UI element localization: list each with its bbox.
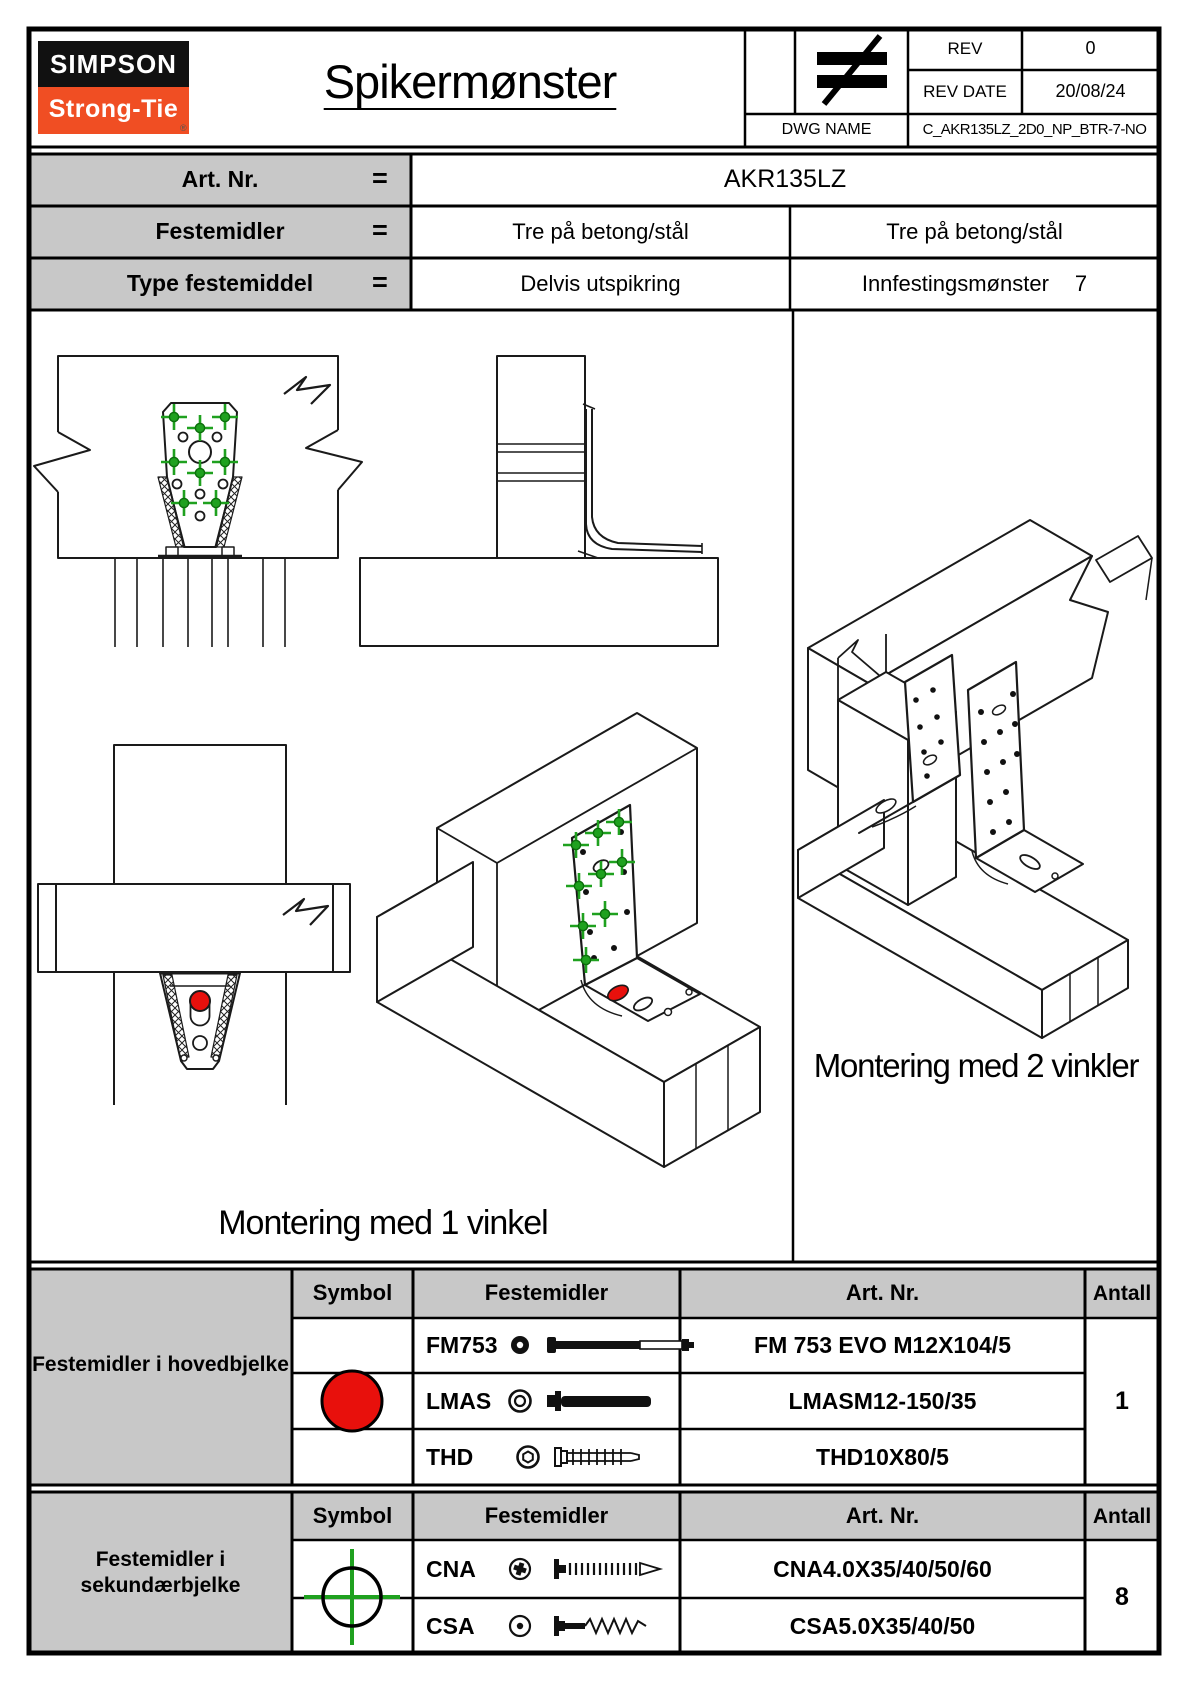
equals-sign: = — [372, 267, 388, 297]
logo-strongtie: Strong-Tie — [48, 95, 179, 123]
thd-head-icon — [518, 1447, 539, 1468]
cna-head-icon — [510, 1559, 530, 1579]
art-nr-cell: FM 753 EVO M12X104/5 — [754, 1332, 1011, 1358]
festemidler-value-left: Tre på betong/stål — [512, 219, 689, 244]
equals-sign: = — [372, 163, 388, 193]
registered-mark: ® — [180, 123, 187, 133]
symbol-red-dot — [322, 1371, 382, 1431]
header-antall: Antall — [1092, 1282, 1152, 1305]
group-label-sekundaerbjelke: Festemidler i sekundærbjelke — [80, 1548, 241, 1598]
header-symbol: Symbol — [312, 1503, 393, 1528]
csa-screw-icon — [554, 1616, 646, 1636]
dwg-name-label: DWG NAME — [781, 121, 872, 138]
innfestingsmonster-value: 7 — [1074, 271, 1088, 296]
caption-double-bracket: Montering med 2 vinkler — [813, 1047, 1139, 1084]
iso-single-bracket-drawing — [377, 713, 760, 1167]
header-festemidler: Festemidler — [484, 1503, 609, 1528]
cna-nail-icon — [554, 1559, 660, 1579]
art-nr-cell: CSA5.0X35/40/50 — [789, 1613, 976, 1639]
break-symbol — [284, 377, 330, 404]
type-festemiddel-value: Delvis utspikring — [520, 271, 681, 296]
symbol-green-crosshair — [304, 1549, 400, 1645]
caption-single-bracket: Montering med 1 vinkel — [218, 1204, 548, 1242]
equals-sign: = — [372, 215, 388, 245]
csa-head-icon — [510, 1616, 530, 1636]
dwg-name-value: C_AKR135LZ_2D0_NP_BTR-7-NO — [922, 121, 1147, 138]
logo-simpson: SIMPSON — [50, 49, 177, 79]
antall-value: 1 — [1115, 1387, 1129, 1415]
rev-label: REV — [947, 39, 983, 58]
innfestingsmonster-label: Innfestingsmønster — [861, 271, 1049, 296]
art-nr-value: AKR135LZ — [723, 165, 847, 193]
fastener-code: CSA — [426, 1613, 475, 1639]
art-nr-cell: CNA4.0X35/40/50/60 — [773, 1556, 992, 1582]
fm753-bolt-icon — [547, 1337, 694, 1353]
header-art-nr: Art. Nr. — [845, 1280, 920, 1305]
lmas-head-icon — [510, 1391, 531, 1412]
header-art-nr: Art. Nr. — [845, 1503, 920, 1528]
fastener-code: CNA — [426, 1556, 476, 1582]
bracket-plate — [968, 662, 1024, 858]
fm753-head-icon — [511, 1336, 529, 1354]
type-festemiddel-label: Type festemiddel — [126, 270, 314, 296]
iso-double-bracket-drawing — [798, 520, 1152, 1038]
rev-date-value: 20/08/24 — [1055, 81, 1126, 101]
lmas-anchor-icon — [547, 1391, 651, 1411]
festemidler-label: Festemidler — [155, 218, 285, 244]
thd-screw-icon — [555, 1448, 639, 1466]
fastener-code: THD — [426, 1444, 474, 1470]
side-view-drawing — [360, 356, 718, 646]
not-equal-symbol-icon — [817, 36, 887, 104]
art-nr-cell: LMASM12-150/35 — [788, 1388, 977, 1414]
page-title: Spikermønster — [323, 55, 617, 108]
bottom-view-drawing — [38, 745, 350, 1105]
fastener-code: LMAS — [426, 1388, 492, 1414]
antall-value: 8 — [1115, 1583, 1129, 1611]
bracket-plate — [905, 655, 960, 802]
art-nr-label: Art. Nr. — [181, 166, 259, 192]
group-label-hovedbjelke: Festemidler i hovedbjelke — [32, 1353, 289, 1376]
front-view-drawing — [34, 356, 362, 647]
header-festemidler: Festemidler — [484, 1280, 609, 1305]
red-fastener-marker — [190, 991, 210, 1011]
rev-value: 0 — [1085, 38, 1096, 58]
header-antall: Antall — [1092, 1505, 1152, 1528]
art-nr-cell: THD10X80/5 — [816, 1444, 949, 1470]
fastener-code: FM753 — [426, 1332, 498, 1358]
bracket-profile — [586, 409, 702, 552]
header-symbol: Symbol — [312, 1280, 393, 1305]
festemidler-value-right: Tre på betong/stål — [886, 219, 1063, 244]
rev-date-label: REV DATE — [923, 82, 1007, 101]
innfestingsmonster-cell — [790, 272, 1159, 296]
